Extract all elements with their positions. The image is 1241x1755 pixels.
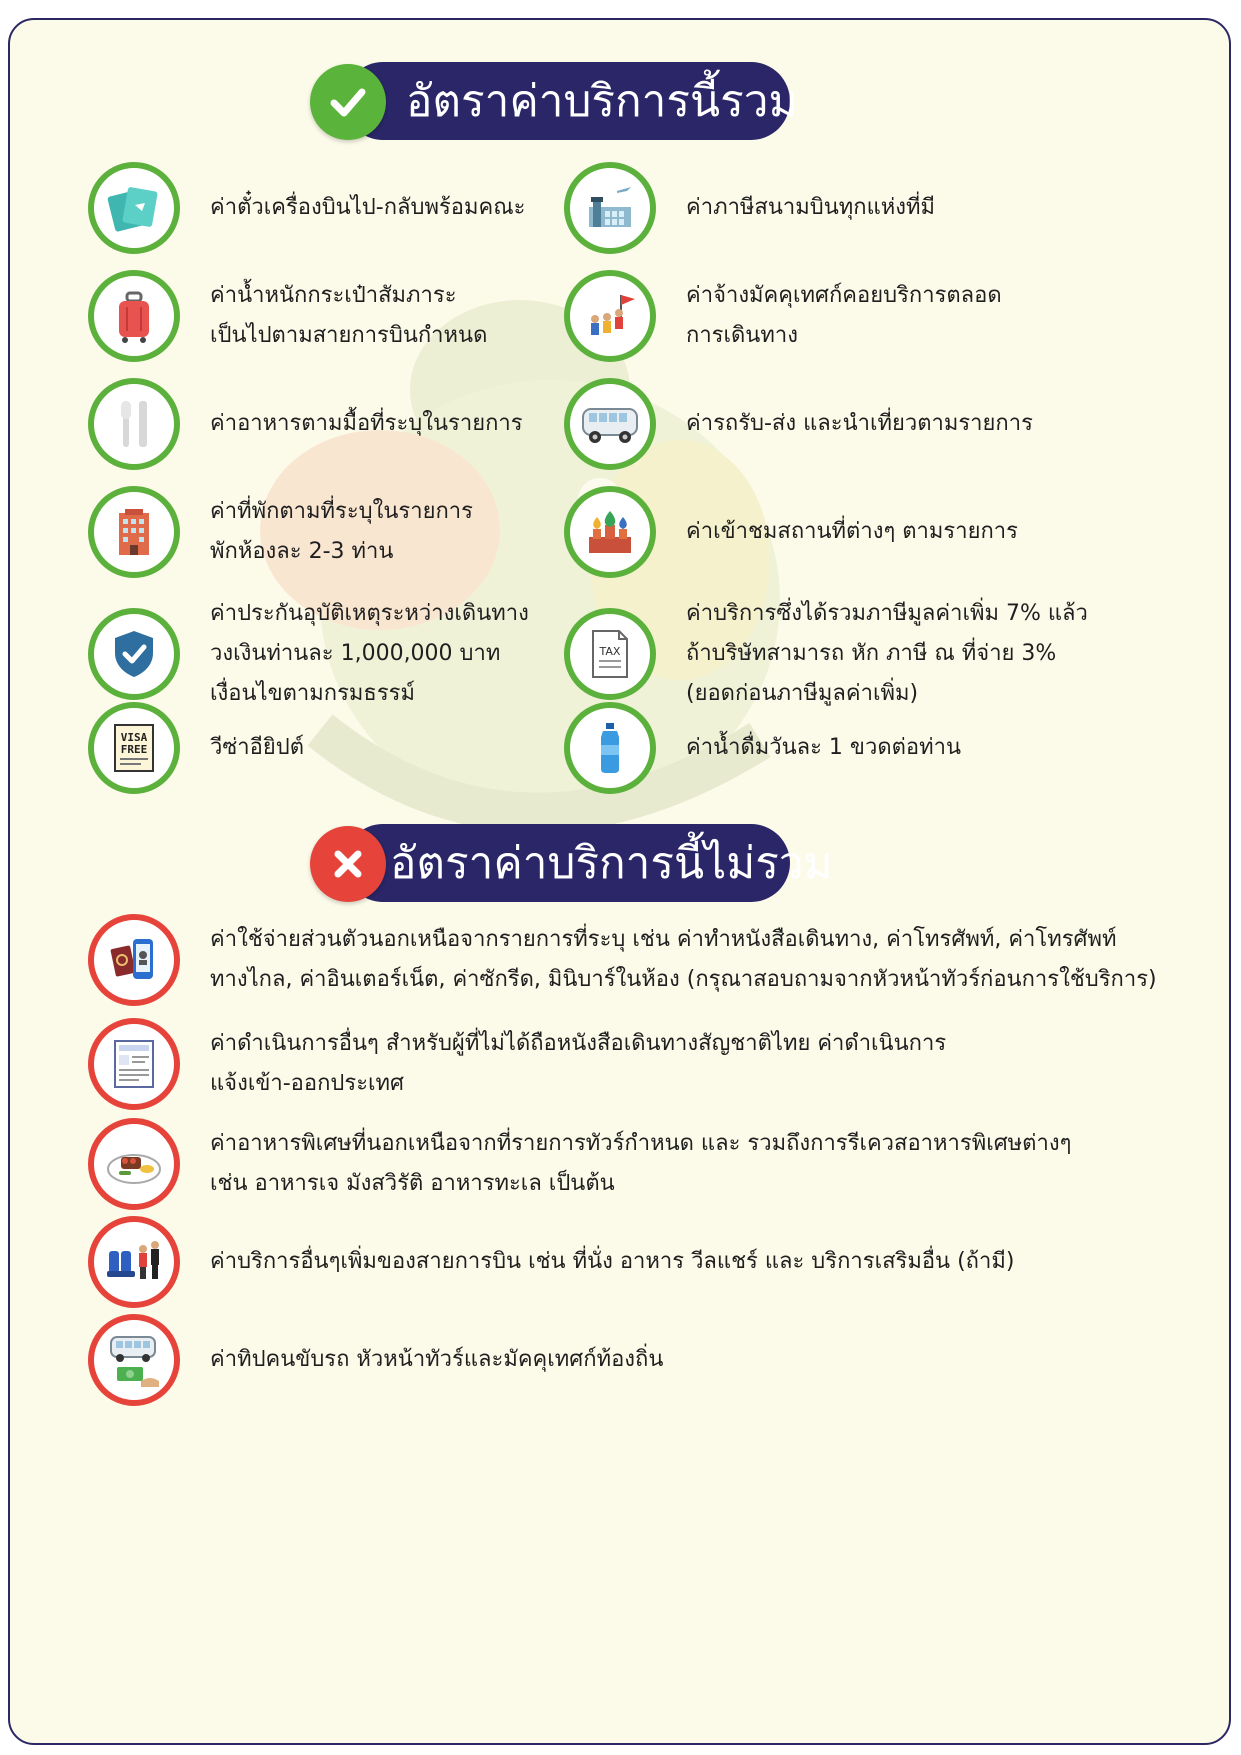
excluded-item-text: ทางไกล, ค่าอินเตอร์เน็ต, ค่าซักรีด, มินิบาร์ในห้อง (กรุณาสอบถามจากหัวหน้าทัวร์ก่อนการใช้บริการ) <box>210 967 1157 992</box>
shield-check-icon <box>88 608 180 700</box>
included-item-text: ค่าน้ำดื่มวันละ 1 ขวดต่อท่าน <box>686 735 961 760</box>
included-item-text: ค่าประกันอุบัติเหตุระหว่างเดินทาง <box>210 601 529 626</box>
tour-guide-icon <box>564 270 656 362</box>
excluded-item <box>88 1314 663 1406</box>
included-item <box>88 486 473 578</box>
included-item-text: (ยอดก่อนภาษีมูลค่าเพิ่ม) <box>686 681 919 706</box>
luggage-icon <box>88 270 180 362</box>
excluded-x-badge <box>310 826 386 902</box>
included-item <box>88 594 529 714</box>
included-item <box>564 702 961 794</box>
included-item-text: ค่ารถรับ-ส่ง และนำเที่ยวตามรายการ <box>686 411 1033 436</box>
included-item <box>564 270 1002 362</box>
mascot-watermark-icon <box>260 270 820 890</box>
included-item <box>88 162 525 254</box>
included-item <box>564 378 1033 470</box>
included-check-badge <box>310 64 386 140</box>
included-item <box>564 486 1018 578</box>
included-item-text: ค่าอาหารตามมื้อที่ระบุในรายการ <box>210 411 523 436</box>
included-item <box>564 162 935 254</box>
included-item <box>88 378 523 470</box>
excluded-item <box>88 914 1157 1006</box>
ticket-icon <box>88 162 180 254</box>
cutlery-icon <box>88 378 180 470</box>
included-item-text: ค่าเข้าชมสถานที่ต่างๆ ตามรายการ <box>686 519 1018 544</box>
svg-text:TAX: TAX <box>599 645 621 658</box>
visa-free-icon <box>88 702 180 794</box>
included-item-text: ค่าจ้างมัคคุเทศก์คอยบริการตลอด <box>686 283 1002 308</box>
special-meal-icon <box>88 1118 180 1210</box>
passport-phone-icon <box>88 914 180 1006</box>
document-form-icon <box>88 1018 180 1110</box>
included-item-text: ค่าน้ำหนักกระเป๋าสัมภาระ <box>210 283 457 308</box>
excluded-item-text: ค่าใช้จ่ายส่วนตัวนอกเหนือจากรายการที่ระบุ เช่น ค่าทำหนังสือเดินทาง, ค่าโทรศัพท์, ค่าโทรศัพท์ <box>210 927 1117 952</box>
svg-text:FREE: FREE <box>120 743 148 756</box>
included-item <box>88 702 304 794</box>
excluded-item <box>88 1118 1071 1210</box>
included-item-text: ค่าตั๋วเครื่องบินไป-กลับพร้อมคณะ <box>210 195 526 220</box>
included-item-text: วีซ่าอียิปต์ <box>210 735 304 760</box>
excluded-item-text: ค่าอาหารพิเศษที่นอกเหนือจากที่รายการทัวร์กำหนด และ รวมถึงการรีเควสอาหารพิเศษต่างๆ <box>210 1131 1072 1156</box>
included-item-text: วงเงินท่านละ 1,000,000 บาท <box>210 641 501 666</box>
excluded-item-text: ค่าบริการอื่นๆเพิ่มของสายการบิน เช่น ที่นั่ง อาหาร วีลแชร์ และ บริการเสริมอื่น (ถ้ามี) <box>210 1249 1015 1274</box>
info-card <box>8 18 1231 1745</box>
included-item-text: เงื่อนไขตามกรมธรรม์ <box>210 681 415 706</box>
bus-icon <box>564 378 656 470</box>
excluded-title: อัตราค่าบริการนี้ไม่รวม <box>390 838 833 889</box>
included-item-text: พักห้องละ 2-3 ท่าน <box>210 539 394 564</box>
excluded-item-text: เช่น อาหารเจ มังสวิรัติ อาหารทะเล เป็นต้น <box>210 1171 615 1196</box>
included-title: อัตราค่าบริการนี้รวม <box>406 76 798 127</box>
included-item-text: เป็นไปตามสายการบินกำหนด <box>210 323 488 348</box>
svg-text:VISA: VISA <box>120 731 148 744</box>
excluded-item-text: แจ้งเข้า-ออกประเทศ <box>210 1071 404 1096</box>
excluded-banner <box>344 824 833 902</box>
water-bottle-icon <box>564 702 656 794</box>
airline-seats-icon <box>88 1216 180 1308</box>
tax-document-icon <box>564 608 656 700</box>
tip-money-icon <box>88 1314 180 1406</box>
excluded-item <box>88 1216 1014 1308</box>
included-banner <box>344 62 798 140</box>
included-item <box>564 594 1088 714</box>
included-item-text: ค่าบริการซึ่งได้รวมภาษีมูลค่าเพิ่ม 7% แล้ว <box>686 601 1088 626</box>
excluded-item-text: ค่าดำเนินการอื่นๆ สำหรับผู้ที่ไม่ได้ถือหนังสือเดินทางสัญชาติไทย ค่าดำเนินการ <box>210 1031 947 1056</box>
close-icon <box>328 844 368 884</box>
included-item-text: การเดินทาง <box>686 323 798 348</box>
check-icon <box>326 80 370 124</box>
landmark-icon <box>564 486 656 578</box>
excluded-item <box>88 1018 946 1110</box>
included-item-text: ค่าที่พักตามที่ระบุในรายการ <box>210 499 473 524</box>
airport-icon <box>564 162 656 254</box>
included-item-text: ถ้าบริษัทสามารถ หัก ภาษี ณ ที่จ่าย 3% <box>686 641 1057 666</box>
included-item <box>88 270 487 362</box>
hotel-icon <box>88 486 180 578</box>
included-item-text: ค่าภาษีสนามบินทุกแห่งที่มี <box>686 195 936 220</box>
excluded-item-text: ค่าทิปคนขับรถ หัวหน้าทัวร์และมัคคุเทศก์ท้องถิ่น <box>210 1347 664 1372</box>
